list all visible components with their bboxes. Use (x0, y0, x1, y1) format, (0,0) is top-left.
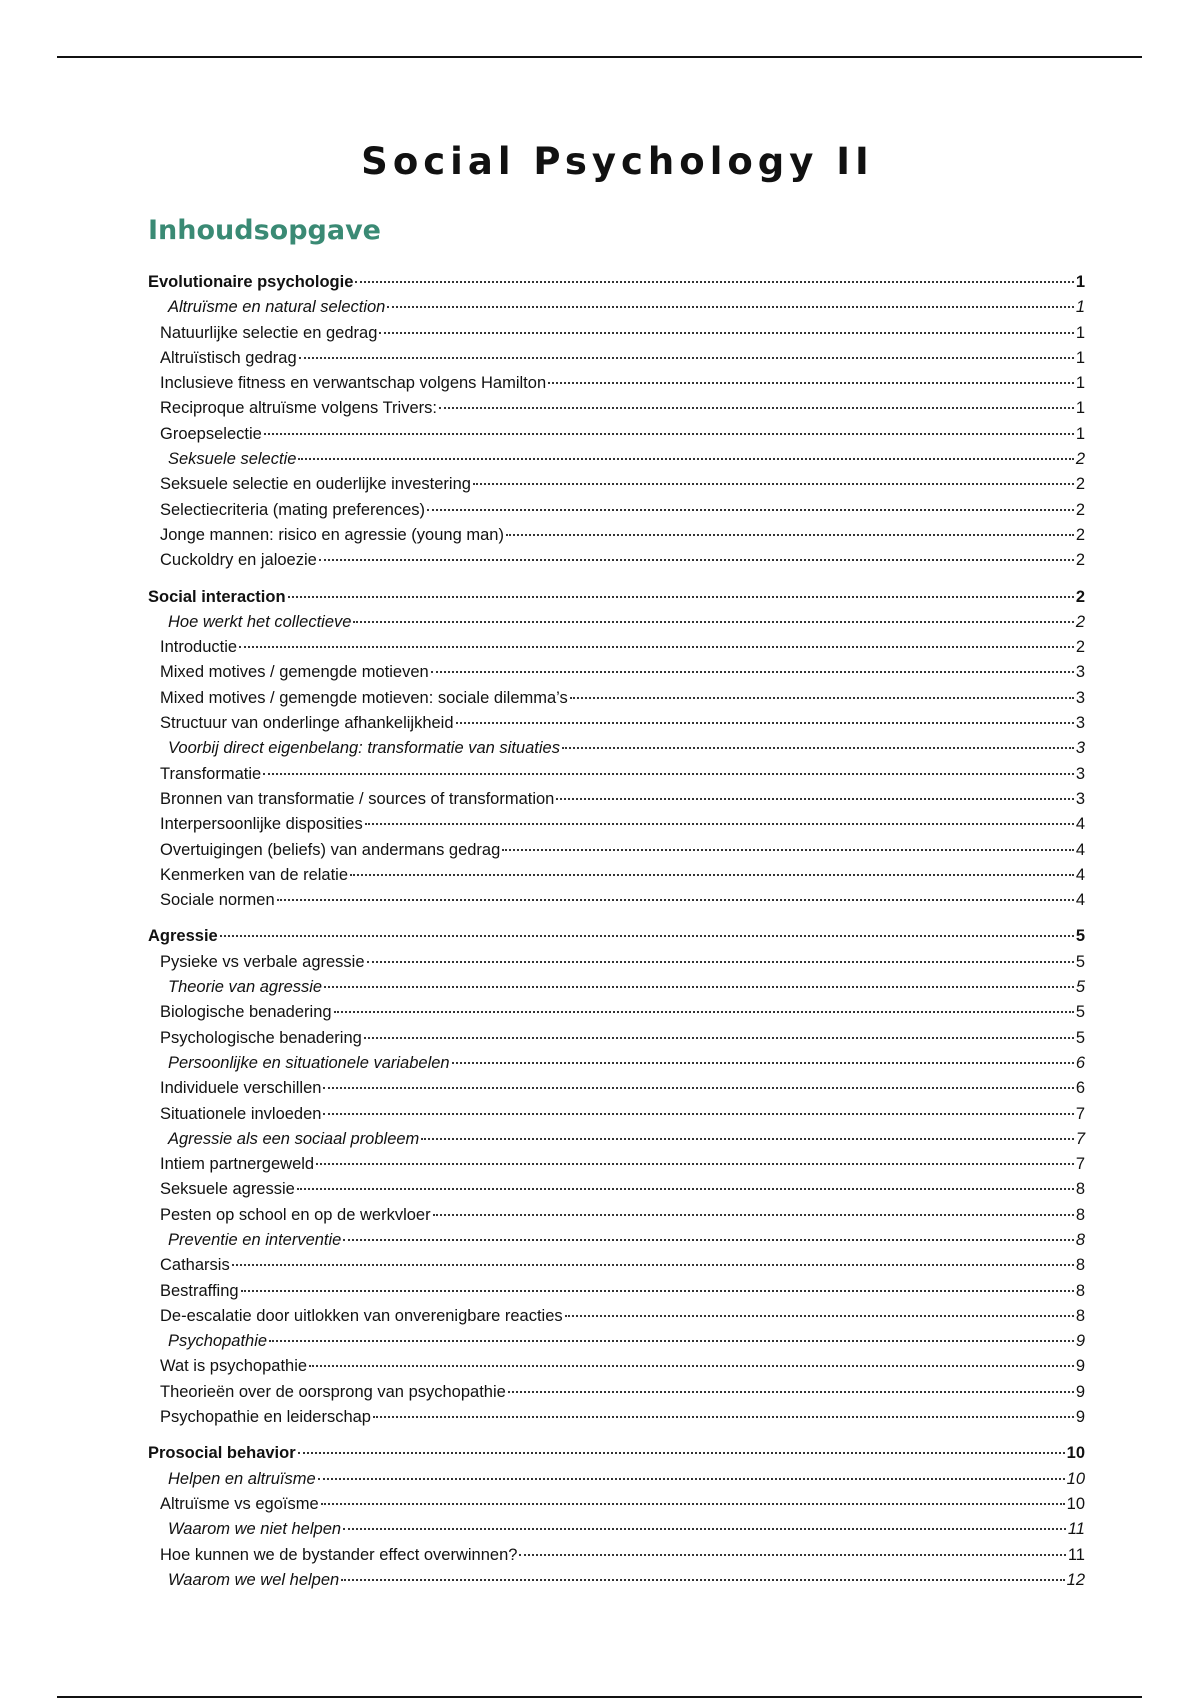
toc-entry-title: Waarom we niet helpen (168, 1520, 342, 1539)
toc-page-number: 2 (1075, 450, 1085, 469)
toc-entry-title: Individuele verschillen (160, 1079, 322, 1098)
toc-section-entry[interactable] (148, 1127, 1085, 1152)
toc-entry-title: Waarom we wel helpen (168, 1570, 340, 1589)
toc-dot-leader (269, 1340, 1074, 1342)
toc-entry-title: Bestraffing (160, 1281, 239, 1300)
toc-entry-title: Groepselectie (160, 424, 262, 443)
toc-dot-leader (324, 986, 1074, 988)
toc-entry-title: Natuurlijke selectie en gedrag (160, 323, 378, 342)
toc-page-number: 8 (1075, 1306, 1085, 1325)
toc-dot-leader (316, 1163, 1074, 1165)
toc-page-number: 3 (1075, 688, 1085, 707)
toc-entry-title: Hoe kunnen we de bystander effect overwinnen? (160, 1545, 518, 1564)
toc-entry-title: Pysieke vs verbale agressie (160, 952, 365, 971)
toc-dot-leader (299, 357, 1074, 359)
toc-page-number: 3 (1075, 714, 1085, 733)
toc-dot-leader (334, 1011, 1074, 1013)
toc-entry-title: Persoonlijke en situationele variabelen (168, 1053, 450, 1072)
toc-page-number: 8 (1075, 1281, 1085, 1300)
toc-entry-title: Seksuele selectie en ouderlijke investering (160, 475, 471, 494)
toc-dot-leader (427, 509, 1074, 511)
header-rule (57, 56, 1142, 58)
toc-page-number: 8 (1075, 1230, 1085, 1249)
toc-page-number: 6 (1075, 1079, 1085, 1098)
toc-dot-leader (298, 1452, 1065, 1454)
toc-dot-leader (321, 1503, 1065, 1505)
toc-dot-leader (562, 747, 1074, 749)
toc-subsection-entry[interactable] (148, 1405, 1085, 1430)
toc-entry-title: Intiem partnergeweld (160, 1155, 315, 1174)
toc-entry-title: Preventie en interventie (168, 1230, 342, 1249)
toc-page-number: 2 (1075, 638, 1085, 657)
toc-subsection-entry[interactable] (148, 371, 1085, 396)
toc-dot-leader (323, 1113, 1073, 1115)
toc-entry-title: Psychologische benadering (160, 1028, 362, 1047)
toc-entry-title: Psychopathie (168, 1332, 268, 1351)
toc-entry-title: Prosocial behavior (148, 1444, 296, 1463)
toc-entry-title: Situationele invloeden (160, 1104, 322, 1123)
toc-page-number: 1 (1075, 273, 1085, 291)
toc-dot-leader (318, 1478, 1065, 1480)
toc-dot-leader (506, 534, 1074, 536)
toc-chapter-entry[interactable] (148, 924, 1085, 949)
toc-subsection-entry[interactable] (148, 1279, 1085, 1304)
toc-entry-title: Transformatie (160, 764, 262, 783)
toc-entry-title: Sociale normen (160, 891, 275, 910)
toc-subsection-entry[interactable] (148, 523, 1085, 548)
toc-subsection-entry[interactable] (148, 863, 1085, 888)
footer-rule (57, 1696, 1142, 1698)
toc-page-number: 7 (1075, 1104, 1085, 1123)
toc-section (148, 924, 1085, 1430)
toc-subsection-entry[interactable] (148, 1203, 1085, 1228)
toc-subsection-entry[interactable] (148, 888, 1085, 913)
toc-page-number: 8 (1075, 1180, 1085, 1199)
toc-entry-title: Introductie (160, 638, 238, 657)
toc-subsection-entry[interactable] (148, 1253, 1085, 1278)
toc-page-number: 1 (1075, 399, 1085, 418)
toc-entry-title: Cuckoldry en jaloezie (160, 551, 317, 570)
toc-subsection-entry[interactable] (148, 396, 1085, 421)
toc-page-number: 1 (1075, 424, 1085, 443)
toc-entry-title: Altruïsme vs egoïsme (160, 1494, 319, 1513)
toc-subsection-entry[interactable] (148, 498, 1085, 523)
toc-section-entry[interactable] (148, 736, 1085, 761)
toc-page-number: 4 (1075, 840, 1085, 859)
toc-subsection-entry[interactable] (148, 1152, 1085, 1177)
toc-page-number: 9 (1075, 1382, 1085, 1401)
toc-page-number: 2 (1075, 551, 1085, 570)
toc-entry-title: Agressie als een sociaal probleem (168, 1129, 420, 1148)
toc-section-entry[interactable] (148, 1467, 1085, 1492)
toc-subsection-entry[interactable] (148, 472, 1085, 497)
toc-page-number: 3 (1075, 764, 1085, 783)
toc-dot-leader (355, 281, 1073, 283)
toc-entry-title: Social interaction (148, 587, 286, 606)
toc-entry-title: Altruïsme en natural selection (168, 298, 386, 317)
toc-dot-leader (565, 1315, 1074, 1317)
toc-dot-leader (519, 1554, 1065, 1556)
toc-subsection-entry[interactable] (148, 422, 1085, 447)
toc-subsection-entry[interactable] (148, 346, 1085, 371)
toc-section-entry[interactable] (148, 1568, 1085, 1593)
toc-dot-leader (232, 1264, 1074, 1266)
toc-page-number: 2 (1075, 475, 1085, 494)
toc-dot-leader (343, 1528, 1066, 1530)
toc-entry-title: Evolutionaire psychologie (148, 273, 354, 291)
toc-dot-leader (433, 1214, 1074, 1216)
toc-dot-leader (241, 1290, 1074, 1292)
toc-page-number: 10 (1066, 1494, 1085, 1513)
toc-dot-leader (263, 773, 1074, 775)
toc-entry-title: Seksuele agressie (160, 1180, 295, 1199)
toc-heading: Inhoudsopgave (148, 215, 381, 246)
toc-page-number: 5 (1075, 952, 1085, 971)
toc-dot-leader (502, 849, 1074, 851)
toc-subsection-entry[interactable] (148, 1543, 1085, 1568)
table-of-contents (148, 270, 1085, 1604)
toc-page-number: 7 (1075, 1155, 1085, 1174)
toc-dot-leader (548, 382, 1074, 384)
toc-entry-title: Psychopathie en leiderschap (160, 1408, 371, 1427)
toc-page-number: 4 (1075, 865, 1085, 884)
toc-section-entry[interactable] (148, 295, 1085, 320)
toc-dot-leader (319, 559, 1074, 561)
toc-subsection-entry[interactable] (148, 812, 1085, 837)
toc-subsection-entry[interactable] (148, 787, 1085, 812)
toc-section-entry[interactable] (148, 1051, 1085, 1076)
toc-entry-title: Catharsis (160, 1256, 230, 1275)
toc-dot-leader (343, 1239, 1073, 1241)
toc-subsection-entry[interactable] (148, 838, 1085, 863)
toc-dot-leader (350, 874, 1074, 876)
toc-page-number: 8 (1075, 1205, 1085, 1224)
toc-page-number: 11 (1067, 1545, 1085, 1564)
toc-page-number: 2 (1075, 525, 1085, 544)
toc-page-number: 4 (1075, 891, 1085, 910)
toc-dot-leader (508, 1391, 1074, 1393)
toc-entry-title: Hoe werkt het collectieve (168, 612, 352, 631)
toc-entry-title: Structuur van onderlinge afhankelijkheid (160, 714, 454, 733)
toc-entry-title: Selectiecriteria (mating preferences) (160, 500, 426, 519)
toc-dot-leader (277, 899, 1074, 901)
toc-entry-title: Bronnen van transformatie / sources of transformation (160, 789, 555, 808)
toc-dot-leader (421, 1138, 1074, 1140)
toc-chapter-entry[interactable] (148, 270, 1085, 295)
toc-entry-title: Wat is psychopathie (160, 1357, 308, 1376)
toc-subsection-entry[interactable] (148, 635, 1085, 660)
toc-section-entry[interactable] (148, 610, 1085, 635)
toc-section-entry[interactable] (148, 1228, 1085, 1253)
toc-section (148, 585, 1085, 914)
toc-entry-title: Theorie van agressie (168, 978, 323, 997)
toc-dot-leader (452, 1062, 1074, 1064)
toc-page-number: 9 (1075, 1332, 1085, 1351)
toc-entry-title: Jonge mannen: risico en agressie (young man) (160, 525, 504, 544)
toc-subsection-entry[interactable] (148, 711, 1085, 736)
toc-page-number: 10 (1066, 1469, 1085, 1488)
toc-entry-title: Pesten op school en op de werkvloer (160, 1205, 431, 1224)
toc-dot-leader (341, 1579, 1064, 1581)
toc-section-entry[interactable] (148, 1329, 1085, 1354)
toc-dot-leader (239, 646, 1074, 648)
toc-section-entry[interactable] (148, 1517, 1085, 1542)
toc-page-number: 2 (1075, 587, 1085, 606)
toc-entry-title: Theorieën over de oorsprong van psychopathie (160, 1382, 506, 1401)
toc-subsection-entry[interactable] (148, 686, 1085, 711)
toc-dot-leader (570, 697, 1074, 699)
toc-page-number: 1 (1075, 374, 1085, 393)
toc-page-number: 5 (1075, 1028, 1085, 1047)
toc-page-number: 5 (1075, 1003, 1085, 1022)
toc-entry-title: Helpen en altruïsme (168, 1469, 316, 1488)
toc-dot-leader (309, 1365, 1074, 1367)
toc-subsection-entry[interactable] (148, 1000, 1085, 1025)
toc-subsection-entry[interactable] (148, 1354, 1085, 1379)
toc-dot-leader (379, 332, 1073, 334)
toc-dot-leader (456, 722, 1074, 724)
toc-dot-leader (298, 458, 1073, 460)
toc-subsection-entry[interactable] (148, 548, 1085, 573)
toc-page-number: 2 (1075, 612, 1085, 631)
toc-chapter-entry[interactable] (148, 585, 1085, 610)
toc-entry-title: Biologische benadering (160, 1003, 332, 1022)
toc-chapter-entry[interactable] (148, 1441, 1085, 1466)
toc-page-number: 9 (1075, 1408, 1085, 1427)
toc-dot-leader (220, 935, 1074, 937)
toc-subsection-entry[interactable] (148, 1380, 1085, 1405)
toc-page-number: 8 (1075, 1256, 1085, 1275)
toc-subsection-entry[interactable] (148, 762, 1085, 787)
toc-entry-title: Overtuigingen (beliefs) van andermans gedrag (160, 840, 501, 859)
toc-page-number: 9 (1075, 1357, 1085, 1376)
toc-entry-title: Seksuele selectie (168, 450, 297, 469)
toc-entry-title: Reciproque altruïsme volgens Trivers: (160, 399, 437, 418)
toc-entry-title: Mixed motives / gemengde motieven (160, 663, 429, 682)
toc-dot-leader (387, 306, 1073, 308)
toc-subsection-entry[interactable] (148, 660, 1085, 685)
toc-page-number: 3 (1075, 663, 1085, 682)
toc-page-number: 11 (1067, 1520, 1085, 1539)
toc-dot-leader (297, 1188, 1074, 1190)
document-title: Social Psychology II (361, 140, 874, 183)
toc-dot-leader (365, 823, 1074, 825)
toc-page-number: 3 (1075, 789, 1085, 808)
toc-section (148, 270, 1085, 574)
toc-subsection-entry[interactable] (148, 321, 1085, 346)
toc-entry-title: Voorbij direct eigenbelang: transformatie van situaties (168, 739, 560, 758)
toc-dot-leader (367, 961, 1074, 963)
toc-page-number: 7 (1075, 1129, 1085, 1148)
toc-page-number: 4 (1075, 815, 1085, 834)
toc-entry-title: Interpersoonlijke disposities (160, 815, 363, 834)
toc-page-number: 1 (1075, 348, 1085, 367)
toc-dot-leader (364, 1037, 1074, 1039)
toc-dot-leader (353, 621, 1073, 623)
toc-page-number: 2 (1075, 500, 1085, 519)
toc-subsection-entry[interactable] (148, 1102, 1085, 1127)
toc-page-number: 10 (1066, 1444, 1085, 1463)
toc-page-number: 1 (1075, 323, 1085, 342)
toc-entry-title: Kenmerken van de relatie (160, 865, 349, 884)
toc-page-number: 3 (1075, 739, 1085, 758)
toc-subsection-entry[interactable] (148, 1026, 1085, 1051)
toc-page-number: 5 (1075, 978, 1085, 997)
toc-page-number: 12 (1066, 1570, 1085, 1589)
toc-subsection-entry[interactable] (148, 1076, 1085, 1101)
toc-page-number: 5 (1075, 927, 1085, 946)
toc-dot-leader (556, 798, 1073, 800)
toc-entry-title: Altruïstisch gedrag (160, 348, 297, 367)
toc-dot-leader (431, 671, 1074, 673)
toc-section (148, 1441, 1085, 1593)
toc-dot-leader (323, 1087, 1073, 1089)
toc-entry-title: De-escalatie door uitlokken van onverenigbare reacties (160, 1306, 563, 1325)
toc-subsection-entry[interactable] (148, 1177, 1085, 1202)
toc-section-entry[interactable] (148, 975, 1085, 1000)
toc-subsection-entry[interactable] (148, 1492, 1085, 1517)
toc-dot-leader (439, 407, 1074, 409)
toc-entry-title: Mixed motives / gemengde motieven: sociale dilemma’s (160, 688, 568, 707)
toc-section-entry[interactable] (148, 447, 1085, 472)
toc-subsection-entry[interactable] (148, 950, 1085, 975)
toc-entry-title: Agressie (148, 927, 218, 946)
toc-dot-leader (373, 1416, 1074, 1418)
toc-dot-leader (264, 433, 1074, 435)
toc-page-number: 6 (1075, 1053, 1085, 1072)
toc-dot-leader (288, 596, 1074, 598)
toc-subsection-entry[interactable] (148, 1304, 1085, 1329)
toc-entry-title: Inclusieve fitness en verwantschap volgens Hamilton (160, 374, 547, 393)
toc-dot-leader (473, 483, 1074, 485)
toc-page-number: 1 (1075, 298, 1085, 317)
